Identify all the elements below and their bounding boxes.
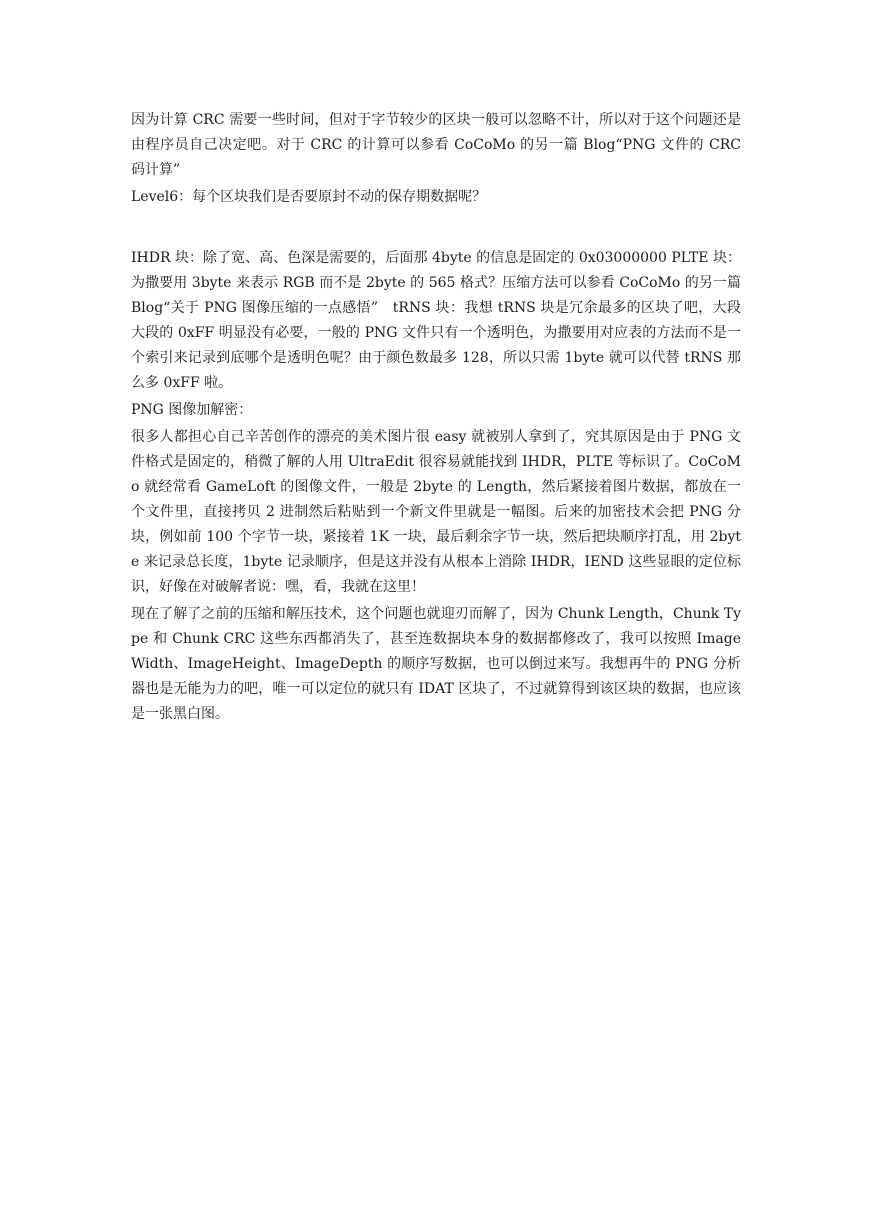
paragraph-crc-note: 因为计算 CRC 需要一些时间，但对于字节较少的区块一般可以忽略不计，所以对于这个问题还是由程序员自己决定吧。对于 CRC 的计算可以参看 CoCoMo 的另一篇 Blog“PNG 文件的 CRC 码计算”: [131, 112, 741, 178]
paragraph-chunk-redundancy: IHDR 块：除了宽、高、色深是需要的，后面那 4byte 的信息是固定的 0x03000000 PLTE 块：为撒要用 3byte 来表示 RGB 而不是 2byte 的 565 格式？压缩方法可以参看 CoCoMo 的另一篇 Blog“关于 PNG 图像压缩的一点感悟” tRNS 块：我想 tRNS 块是冗余最多的区块了吧，大段大段的 0xFF 明显没有必要，一般的 PNG 文件只有一个透明色，为撒要用对应表的方法而不是一个索引来记录到底哪个是透明色呢？由于颜色数最多 128，所以只需 1byte 就可以代替 tRNS 那么多 0xFF 啦。: [131, 250, 741, 391]
paragraph-level6-question: Level6：每个区块我们是否要原封不动的保存期数据呢？: [131, 189, 487, 205]
section-heading-png-encryption: PNG 图像加解密：: [131, 402, 253, 418]
blank-line: [131, 210, 741, 246]
paragraph-encryption-conclusion: 现在了解了之前的压缩和解压技术，这个问题也就迎刃而解了，因为 Chunk Length，Chunk Type 和 Chunk CRC 这些东西都消失了，甚至连数据块本身的数据都修改了，我可以按照 ImageWidth、ImageHeight、ImageDepth 的顺序写数据，也可以倒过来写。我想再牛的 PNG 分析器也是无能为力的吧，唯一可以定位的就只有 IDAT 区块了，不过就算得到该区块的数据，也应该是一张黑白图。: [131, 606, 741, 722]
document-body: [131, 108, 741, 727]
paragraph-encryption-background: 很多人都担心自己辛苦创作的漂亮的美术图片很 easy 就被别人拿到了，究其原因是由于 PNG 文件格式是固定的，稍微了解的人用 UltraEdit 很容易就能找到 IHDR，PLTE 等标识了。CoCoMo 就经常看 GameLoft 的图像文件，一般是 2byte 的 Length，然后紧接着图片数据，都放在一个文件里，直接拷贝 2 进制然后粘贴到一个新文件里就是一幅图。后来的加密技术会把 PNG 分块，例如前 100 个字节一块，紧接着 1K 一块，最后剩余字节一块，然后把块顺序打乱，用 2byte 来记录总长度，1byte 记录顺序，但是这并没有从根本上消除 IHDR，IEND 这些显眼的定位标识，好像在对破解者说：嘿，看，我就在这里！: [131, 429, 741, 595]
